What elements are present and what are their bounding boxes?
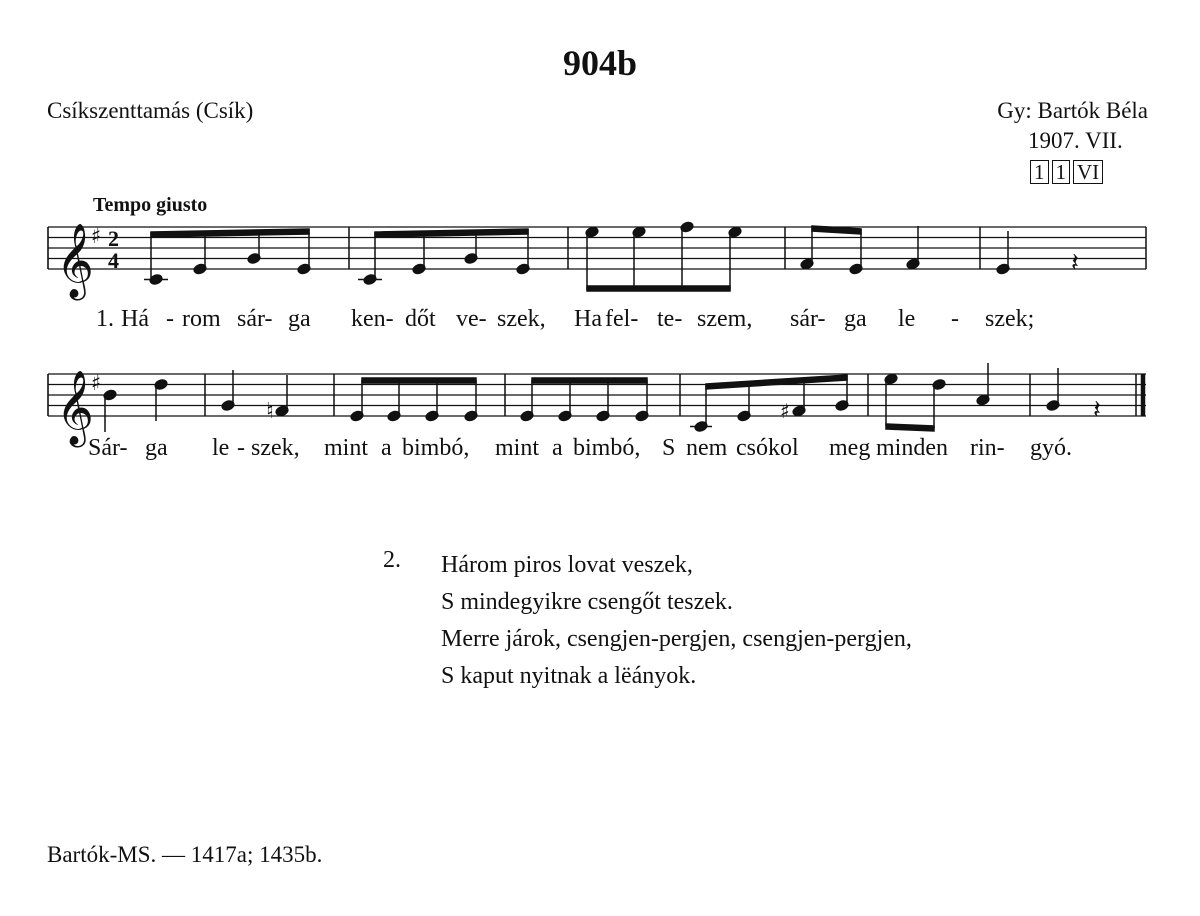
lyric-syllable: Há	[121, 306, 149, 332]
lyric-syllable: te-	[657, 306, 683, 332]
stanza-line: Merre járok, csengjen-pergjen, csengjen-pergjen,	[441, 626, 912, 652]
lyric-syllable: szem,	[697, 306, 753, 332]
lyric-syllable: le	[212, 435, 230, 461]
song-number-title: 904b	[562, 43, 638, 83]
lyric-syllable: a	[381, 435, 392, 461]
lyric-syllable: szek,	[497, 306, 546, 332]
stanza-line: S mindegyikre csengőt teszek.	[441, 589, 733, 615]
lyric-syllable: rom	[182, 306, 221, 332]
lyric-hyphen: -	[166, 306, 174, 332]
lyric-syllable: ken-	[351, 306, 394, 332]
key-signature-sharp: ♯	[91, 224, 102, 248]
stanza-2-text	[441, 547, 912, 695]
lyric-hyphen: -	[237, 435, 245, 461]
lyric-syllable: fel-	[605, 306, 639, 332]
lyric-syllable: mint	[324, 435, 369, 461]
lyric-syllable: szek;	[985, 306, 1035, 332]
sharp-sign-icon: ♯	[780, 399, 790, 423]
lyric-syllable: Ha	[574, 306, 602, 332]
collector-name: Gy: Bartók Béla	[997, 98, 1148, 123]
lyric-syllable: le	[898, 306, 916, 332]
lyric-syllable: gyó.	[1030, 435, 1072, 461]
lyric-syllable: a	[552, 435, 563, 461]
key-signature-sharp: ♯	[91, 371, 102, 395]
stanza-2-number: 2.	[383, 547, 401, 573]
tempo-marking: Tempo giusto	[93, 194, 208, 216]
lyric-syllable: S	[662, 435, 676, 461]
lyric-syllable: szek,	[251, 435, 300, 461]
lyric-syllable: bimbó,	[573, 435, 641, 461]
lyric-syllable: csókol	[736, 435, 799, 461]
natural-sign-icon: ♮	[266, 399, 274, 424]
time-signature-bottom: 4	[108, 248, 119, 273]
lyric-syllable: meg	[829, 435, 871, 461]
classification-box-3: VI	[1073, 160, 1103, 184]
music-staff-line-1	[0, 200, 1200, 310]
time-signature-top: 2	[108, 226, 119, 251]
lyric-syllable: dőt	[405, 306, 436, 332]
lyric-syllable: sár-	[790, 306, 826, 332]
quarter-rest-icon: 𝄽	[1093, 395, 1101, 425]
quarter-rest-icon: 𝄽	[1071, 248, 1079, 278]
notes-line-1	[144, 221, 1010, 291]
lyric-syllable: bimbó,	[402, 435, 470, 461]
source-reference: Bartók-MS. — 1417a; 1435b.	[47, 842, 323, 867]
stanza-line: S kaput nyitnak a lëányok.	[441, 663, 697, 689]
lyric-syllable: ga	[145, 435, 168, 461]
lyrics-line-2	[0, 435, 1200, 467]
treble-clef-icon: 𝄞	[56, 224, 94, 298]
lyric-syllable: ga	[288, 306, 311, 332]
stanza-line: Három piros lovat veszek,	[441, 552, 693, 578]
lyric-syllable: sár-	[237, 306, 273, 332]
classification-code	[1030, 160, 1103, 184]
collection-place: Csíkszenttamás (Csík)	[47, 98, 254, 123]
lyric-hyphen: -	[951, 306, 959, 332]
lyric-syllable: mint	[495, 435, 540, 461]
lyric-syllable: ga	[844, 306, 867, 332]
lyric-syllable: nem	[686, 435, 728, 461]
lyric-syllable: Sár-	[88, 435, 128, 461]
classification-box-1: 1	[1030, 160, 1049, 184]
lyric-syllable: minden	[876, 435, 948, 461]
collection-date: 1907. VII.	[1028, 128, 1123, 153]
classification-box-2: 1	[1052, 160, 1071, 184]
verse-number: 1.	[96, 306, 114, 332]
lyrics-line-1	[0, 306, 1200, 338]
lyric-syllable: ve-	[456, 306, 487, 332]
treble-clef-icon: 𝄞	[56, 371, 94, 445]
lyric-syllable: rin-	[970, 435, 1005, 461]
